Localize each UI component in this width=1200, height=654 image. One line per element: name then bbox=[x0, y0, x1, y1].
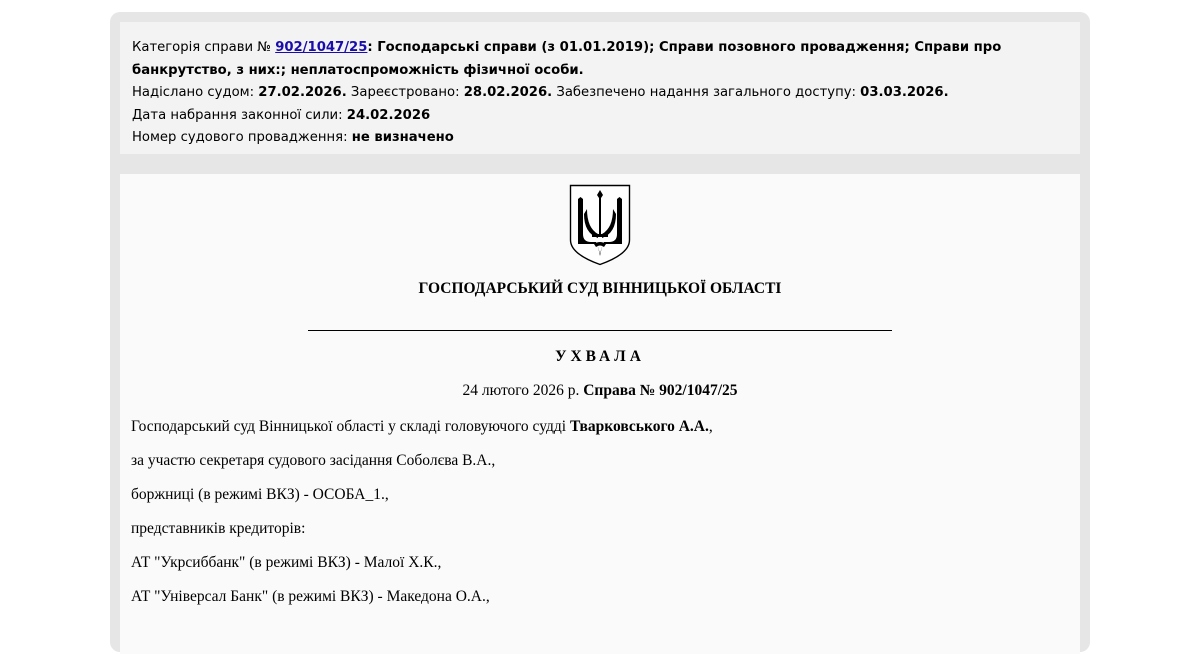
effective-value: 24.02.2026 bbox=[346, 107, 431, 123]
judge-line-suffix: , bbox=[708, 418, 713, 435]
body-line: за участю секретаря судового засідання Соболєва В.А., bbox=[131, 452, 496, 469]
decision-date: 24 лютого 2026 р. bbox=[462, 382, 580, 399]
decision-body bbox=[131, 417, 713, 621]
body-line: боржниці (в режимі ВКЗ) - ОСОБА_1., bbox=[131, 486, 389, 503]
body-line: представників кредиторів: bbox=[131, 520, 306, 537]
body-line: АТ "Укрсиббанк" (в режимі ВКЗ) - Малої Х.К., bbox=[131, 554, 442, 571]
category-label: Категорія справи № bbox=[132, 40, 271, 55]
proceeding-label: Номер судового провадження: bbox=[132, 130, 348, 145]
proceeding-value: не визначено bbox=[351, 130, 454, 145]
effective-label: Дата набрання законної сили: bbox=[132, 107, 343, 123]
case-meta-panel bbox=[120, 22, 1080, 154]
title-divider bbox=[308, 330, 892, 331]
effective-date-line bbox=[132, 105, 1068, 128]
sent-label: Надіслано судом: bbox=[132, 85, 255, 100]
registered-label: Зареєстровано: bbox=[350, 85, 460, 100]
court-title: ГОСПОДАРСЬКИЙ СУД ВІННИЦЬКОЇ ОБЛАСТІ bbox=[418, 280, 782, 297]
judge-line bbox=[131, 417, 713, 451]
date-case-line bbox=[120, 382, 1080, 400]
case-number-link[interactable]: 902/1047/25 bbox=[275, 40, 368, 55]
case-number: Справа № 902/1047/25 bbox=[583, 382, 738, 399]
access-value: 03.03.2026. bbox=[860, 85, 949, 100]
judge-name: Тварковського А.А. bbox=[569, 418, 709, 435]
document-type: УХВАЛА bbox=[555, 348, 645, 365]
decision-document bbox=[120, 174, 1080, 654]
dates-line bbox=[132, 82, 1068, 105]
judge-line-prefix: Господарський суд Вінницької області у складі головуючого судді bbox=[131, 418, 567, 435]
access-label: Забезпечено надання загального доступу: bbox=[556, 85, 856, 100]
proceeding-line bbox=[132, 127, 1068, 150]
case-category-line bbox=[132, 37, 1068, 82]
ukraine-trident-icon bbox=[569, 184, 631, 266]
body-line: АТ "Універсал Банк" (в режимі ВКЗ) - Македона О.А., bbox=[131, 588, 490, 605]
page-frame bbox=[110, 12, 1090, 652]
sent-value: 27.02.2026. bbox=[258, 85, 347, 100]
registered-value: 28.02.2026. bbox=[463, 85, 553, 100]
category-value: : Господарські справи (з 01.01.2019); Справи позовного провадження; Справи про банкрутство, з них:; неплатоспроможність фізичної особи. bbox=[132, 40, 1002, 78]
